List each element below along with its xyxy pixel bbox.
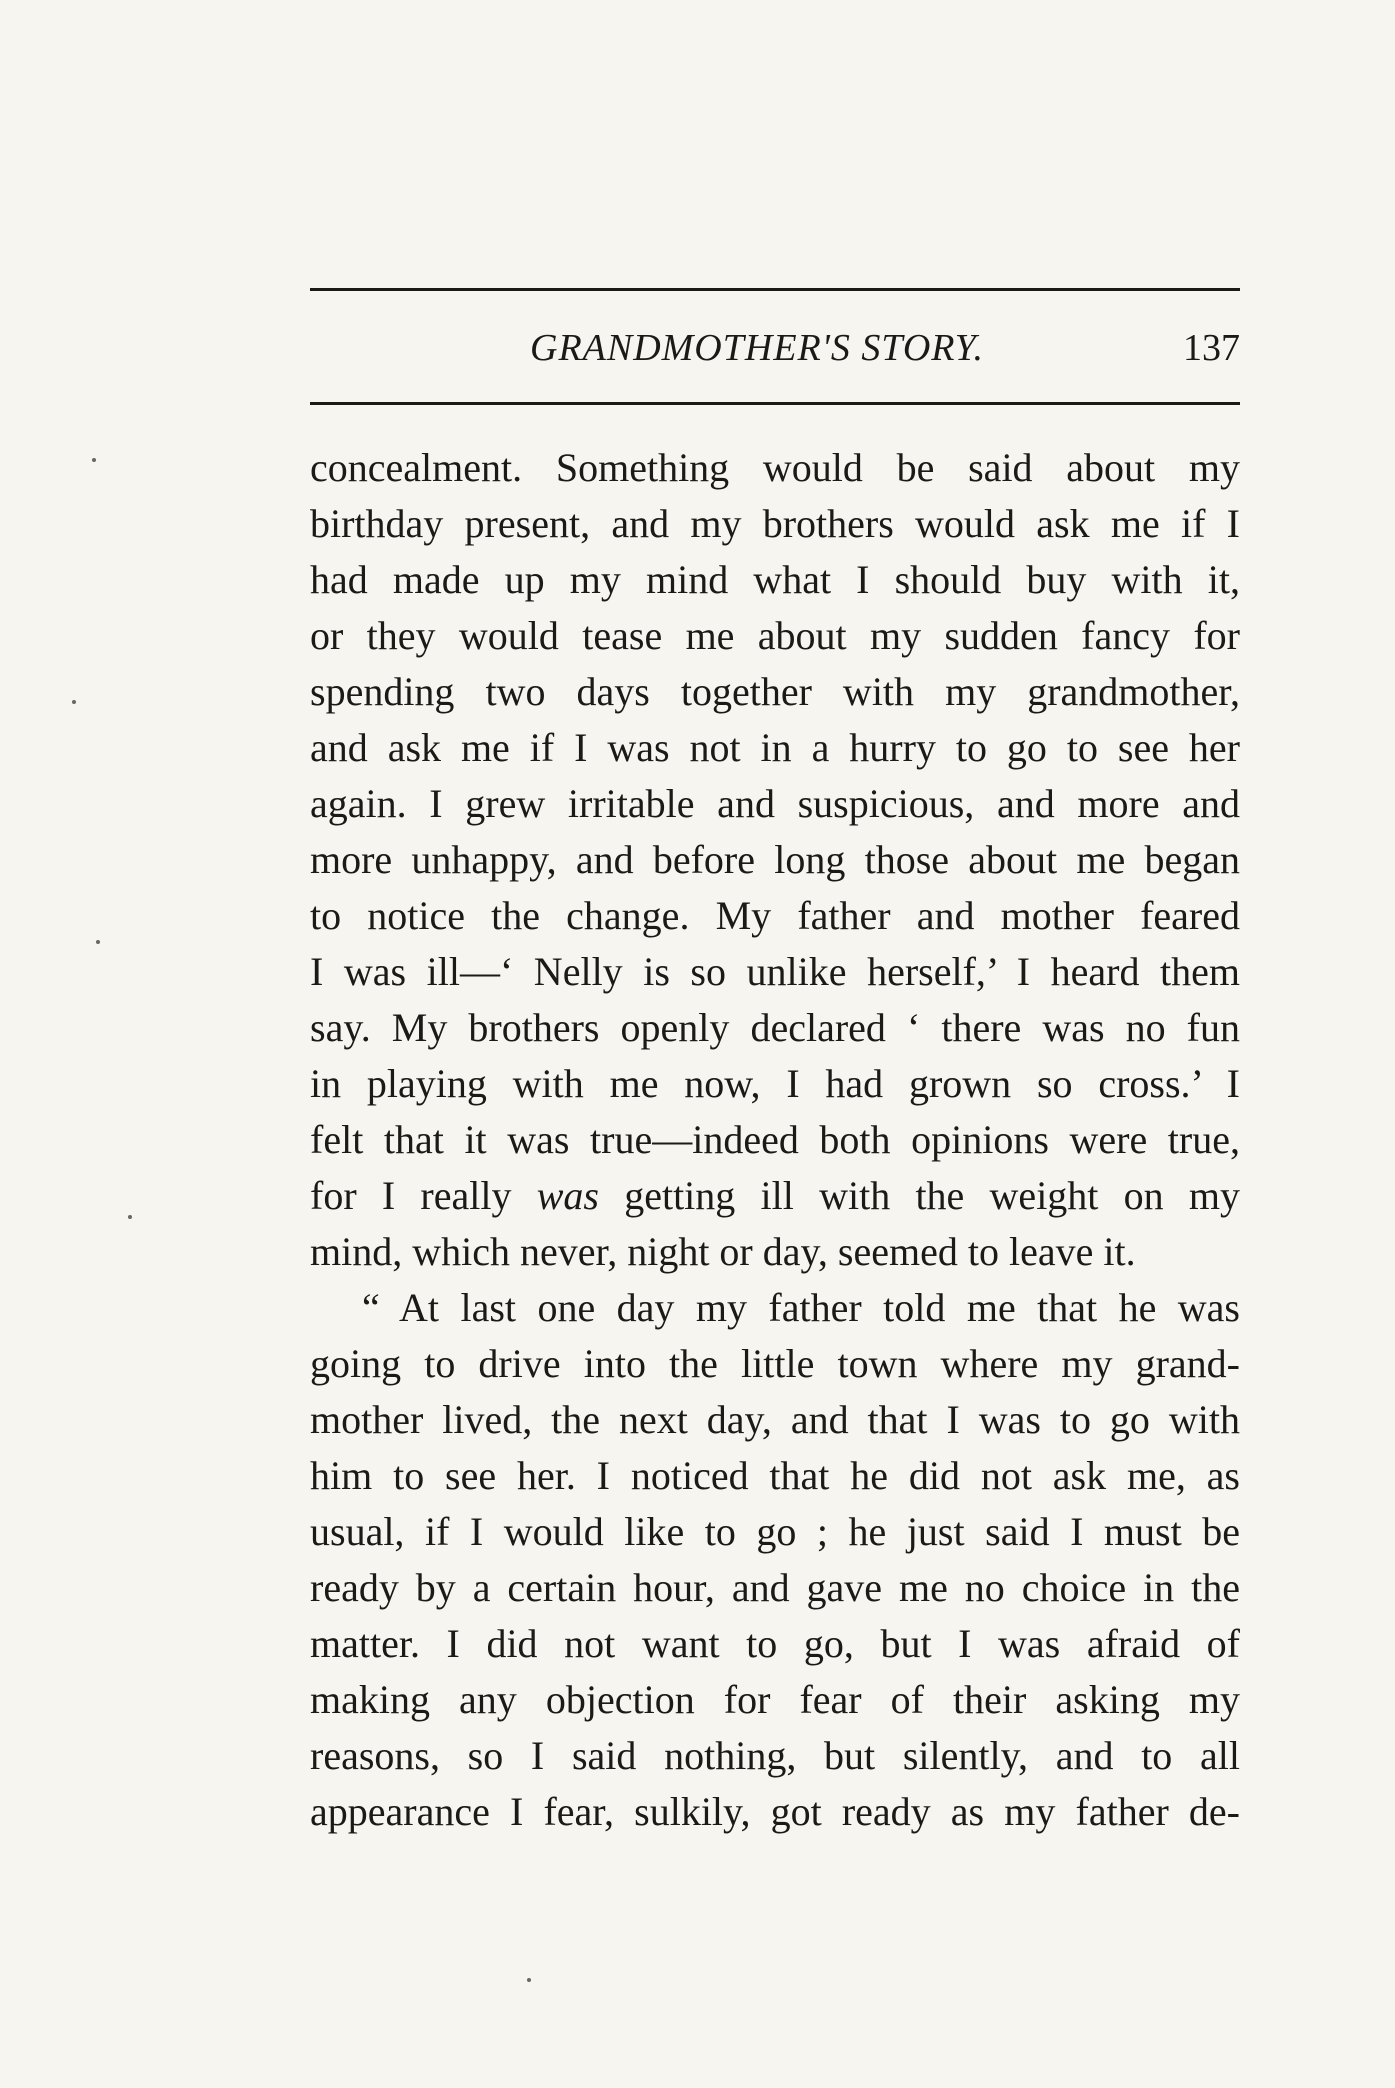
text-line: more unhappy, and before long those about me began [310,837,1240,882]
paper-speck [72,700,76,704]
header-rule-top [310,288,1240,291]
text-line-with-italic [310,1168,1240,1224]
paragraph-end-line: mind, which never, night or day, seemed to leave it. [310,1229,1136,1274]
page-number: 137 [1183,327,1240,369]
text-line: him to see her. I noticed that he did not ask me, as [310,1453,1240,1498]
paper-speck [96,940,100,944]
text-line: appearance I fear, sulkily, got ready as my father de- [310,1789,1240,1834]
text-line: usual, if I would like to go ; he just said I must be [310,1509,1240,1554]
text-line: to notice the change. My father and mother feared [310,893,1240,938]
text-line: matter. I did not want to go, but I was afraid of [310,1621,1240,1666]
italic-emphasis: was [536,1173,599,1218]
paper-speck [128,1215,132,1219]
text-line: going to drive into the little town where my grand- [310,1341,1240,1386]
text-line: birthday present, and my brothers would ask me if I [310,501,1240,546]
text-line: had made up my mind what I should buy with it, [310,557,1240,602]
header-rule-bottom [310,402,1240,405]
text-line: felt that it was true—indeed both opinions were true, [310,1117,1240,1162]
text-segment: getting ill with the weight on my [624,1173,1240,1218]
text-line: I was ill—‘ Nelly is so unlike herself,’ I heard them [310,949,1240,994]
text-line: mother lived, the next day, and that I was to go with [310,1397,1240,1442]
paragraph-start-line: “ At last one day my father told me that he was [362,1285,1240,1330]
text-line: ready by a certain hour, and gave me no choice in the [310,1565,1240,1610]
paper-speck [527,1978,531,1982]
text-line: say. My brothers openly declared ‘ there was no fun [310,1005,1240,1050]
body-text [310,440,1240,1840]
running-title: GRANDMOTHER'S STORY. [530,327,984,369]
text-line: in playing with me now, I had grown so cross.’ I [310,1061,1240,1106]
text-line: and ask me if I was not in a hurry to go to see her [310,725,1240,770]
text-line: concealment. Something would be said about my [310,445,1240,490]
text-line: reasons, so I said nothing, but silently, and to all [310,1733,1240,1778]
text-line: again. I grew irritable and suspicious, and more and [310,781,1240,826]
paper-speck [92,458,96,462]
page-header [310,318,1240,388]
text-line: or they would tease me about my sudden fancy for [310,613,1240,658]
text-segment: for I really [310,1173,512,1218]
text-line: spending two days together with my grandmother, [310,669,1240,714]
text-line: making any objection for fear of their asking my [310,1677,1240,1722]
